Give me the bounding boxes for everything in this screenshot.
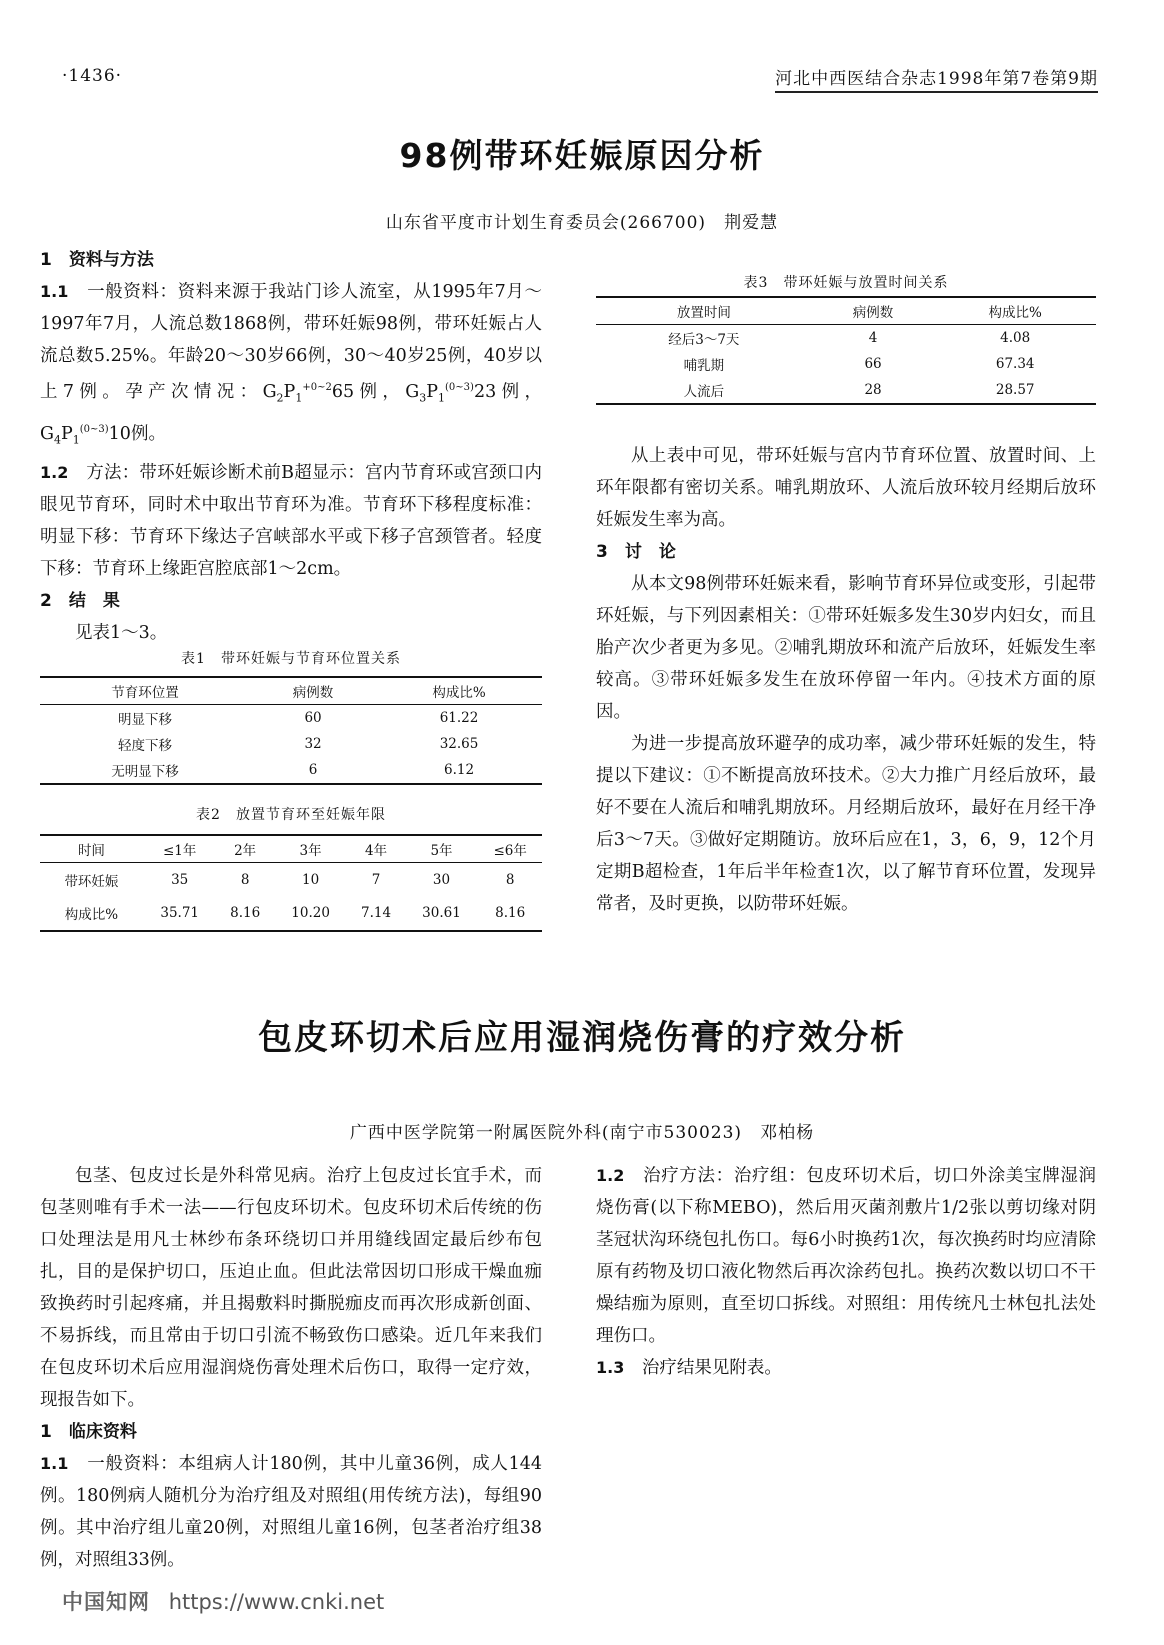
paragraph-text: 方法：带环妊娠诊断术前B超显示：宫内节育环或宫颈口内眼见节育环，同时术中取出节育环为准。节育环下移程度标准：明显下移：节育环下缘达子宫峡部水平或下移子宫颈管者。轻度下移：节育环上缘距宫腔底部1～2cm。 — [40, 462, 542, 579]
table-row: 经后3～7天 4 4.08 — [668, 330, 1031, 348]
table-header: 节育环位置 — [40, 677, 250, 705]
section-heading: 3 讨 论 — [596, 542, 676, 562]
paragraph-1-3 — [596, 1352, 1096, 1384]
table2-caption: 表2 放置节育环至妊娠年限 — [196, 807, 386, 823]
article1-left-column — [40, 244, 542, 649]
page-number: ·1436· — [62, 66, 123, 86]
gp-formula: $G_2P_1^{+0\sim 2}65$例，$G_3P_1^{(0\sim 3)}23$例，$G_4P_1^{(0\sim 3)}10$例。 — [40, 381, 542, 447]
article2-author: 广西中医学院第一附属医院外科(南宁市530023) 邓柏杨 — [349, 1123, 815, 1143]
section-heading: 2 结 果 — [40, 590, 120, 611]
paragraph-intro: 包茎、包皮过长是外科常见病。治疗上包皮过长宜手术，而包茎则唯有手术一法——行包皮环切术。包皮环切术后传统的伤口处理法是用凡士林纱布条环绕切口并用缝线固定最后纱布包扎，目的是保护切口，压迫止血。但此法常因切口形成干燥血痂致换药时引起疼痛，并且揭敷料时撕脱痂皮而再次形成新创面、不易拆线，而且常由于切口引流不畅致伤口感染。近几年来我们在包皮环切术后应用湿润烧伤膏处理术后伤口，取得一定疗效，现报告如下。 — [40, 1166, 542, 1410]
paragraph-1-2 — [596, 1160, 1096, 1352]
cnki-watermark — [62, 1586, 384, 1616]
table1-caption: 表1 带环妊娠与节育环位置关系 — [181, 651, 401, 667]
article2-right-column — [596, 1160, 1096, 1384]
table-header: 构成比% — [376, 677, 542, 705]
table-header: 3年 — [274, 835, 348, 863]
section-heading: 1 临床资料 — [40, 1422, 137, 1442]
article1-author: 山东省平度市计划生育委员会(266700) 荆爱慧 — [385, 213, 779, 233]
table-row: 哺乳期 66 67.34 — [683, 356, 1035, 374]
paragraph-number: 1.2 — [596, 1166, 625, 1185]
table-row: 构成比% 35.71 8.16 10.20 7.14 30.61 8.16 — [40, 897, 542, 931]
table-row: 无明显下移 6 6.12 — [40, 757, 542, 784]
paragraph-results: 见表1～3。 — [75, 622, 168, 643]
paragraph-text: 一般资料：本组病人计180例，其中儿童36例，成人144例。180例病人随机分为治疗组及对照组(用传统方法)，每组90例。其中治疗组儿童20例，对照组儿童16例，包茎者治疗组38例，对照组33例。 — [40, 1454, 542, 1570]
table-header: 2年 — [217, 835, 274, 863]
cnki-url[interactable]: https://www.cnki.net — [168, 1590, 385, 1614]
table3 — [596, 296, 1096, 405]
table1 — [40, 676, 542, 785]
table-header: 构成比% — [934, 297, 1096, 325]
table-header: 病例数 — [250, 677, 376, 705]
cnki-logo: 中国知网 — [62, 1590, 150, 1614]
paragraph-text: 治疗结果见附表。 — [624, 1358, 782, 1378]
section-heading: 1 资料与方法 — [40, 250, 154, 270]
paragraph-discussion-2: 为进一步提高放环避孕的成功率，减少带环妊娠的发生，特提以下建议：①不断提高放环技术。②大力推广月经后放环，最好不要在人流后和哺乳期放环。月经期后放环，最好在月经干净后3～7天。③做好定期随访。放环后应在1，3，6，9，12个月定期B超检查，1年后半年检查1次，以了解节育环位置，发现异常者，及时更换，以防带环妊娠。 — [596, 734, 1096, 914]
table-row: 人流后 28 28.57 — [596, 377, 1096, 404]
table-header: 4年 — [347, 835, 404, 863]
table-header: ≤6年 — [478, 835, 542, 863]
paragraph-number: 1.1 — [40, 1454, 69, 1473]
table-header: 病例数 — [812, 297, 935, 325]
paragraph-1-1 — [40, 1448, 542, 1576]
article1-right-column — [596, 440, 1096, 920]
paragraph-number: 1.2 — [40, 462, 69, 482]
table-header: 5年 — [405, 835, 479, 863]
paragraph-1-2 — [40, 457, 542, 585]
table-header: ≤1年 — [143, 835, 217, 863]
article2-left-column — [40, 1160, 542, 1576]
journal-header: 河北中西医结合杂志1998年第7卷第9期 — [775, 64, 1098, 93]
table-header: 时间 — [40, 835, 143, 863]
paragraph-number: 1.3 — [596, 1358, 625, 1377]
paragraph-number: 1.1 — [40, 282, 69, 301]
table-row: 明显下移 60 61.22 — [118, 710, 479, 728]
paragraph-table-summary: 从上表中可见，带环妊娠与宫内节育环位置、放置时间、上环年限都有密切关系。哺乳期放环、人流后放环较月经期后放环妊娠发生率为高。 — [596, 446, 1096, 530]
paragraph-1-1 — [40, 276, 542, 457]
article2-title: 包皮环切术后应用湿润烧伤膏的疗效分析 — [258, 1018, 906, 1058]
article1-title: 98例带环妊娠原因分析 — [399, 136, 765, 175]
table-row: 带环妊娠 35 8 10 7 30 8 — [64, 871, 515, 890]
paragraph-text: 一般资料：资料来源于我站门诊人流室，从1995年7月～1997年7月，人流总数1868例，带环妊娠98例，带环妊娠占人流总数5.25%。年龄20～30岁66例，30～40岁25例，40岁以上7例。孕产次情况： — [40, 282, 542, 402]
paragraph-discussion-1: 从本文98例带环妊娠来看，影响节育环异位或变形，引起带环妊娠，与下列因素相关：①带环妊娠多发生30岁内妇女，而且胎产次少者更为多见。②哺乳期放环和流产后放环，妊娠发生率较高。③带环妊娠多发生在放环停留一年内。④技术方面的原因。 — [596, 574, 1096, 722]
paragraph-text: 治疗方法：治疗组：包皮环切术后，切口外涂美宝牌湿润烧伤膏(以下称MEBO)，然后用灭菌剂敷片1/2张以剪切缘对阴茎冠状沟环绕包扎伤口。每6小时换药1次，每次换药时均应清除原有药物及切口液化物然后再次涂药包扎。换药次数以切口不干燥结痂为原则，直至切口拆线。对照组：用传统凡士林包扎法处理伤口。 — [596, 1166, 1096, 1346]
table-row: 轻度下移 32 32.65 — [118, 736, 479, 754]
table3-caption: 表3 带环妊娠与放置时间关系 — [743, 275, 949, 291]
table2 — [40, 834, 542, 932]
table-header: 放置时间 — [596, 297, 812, 325]
